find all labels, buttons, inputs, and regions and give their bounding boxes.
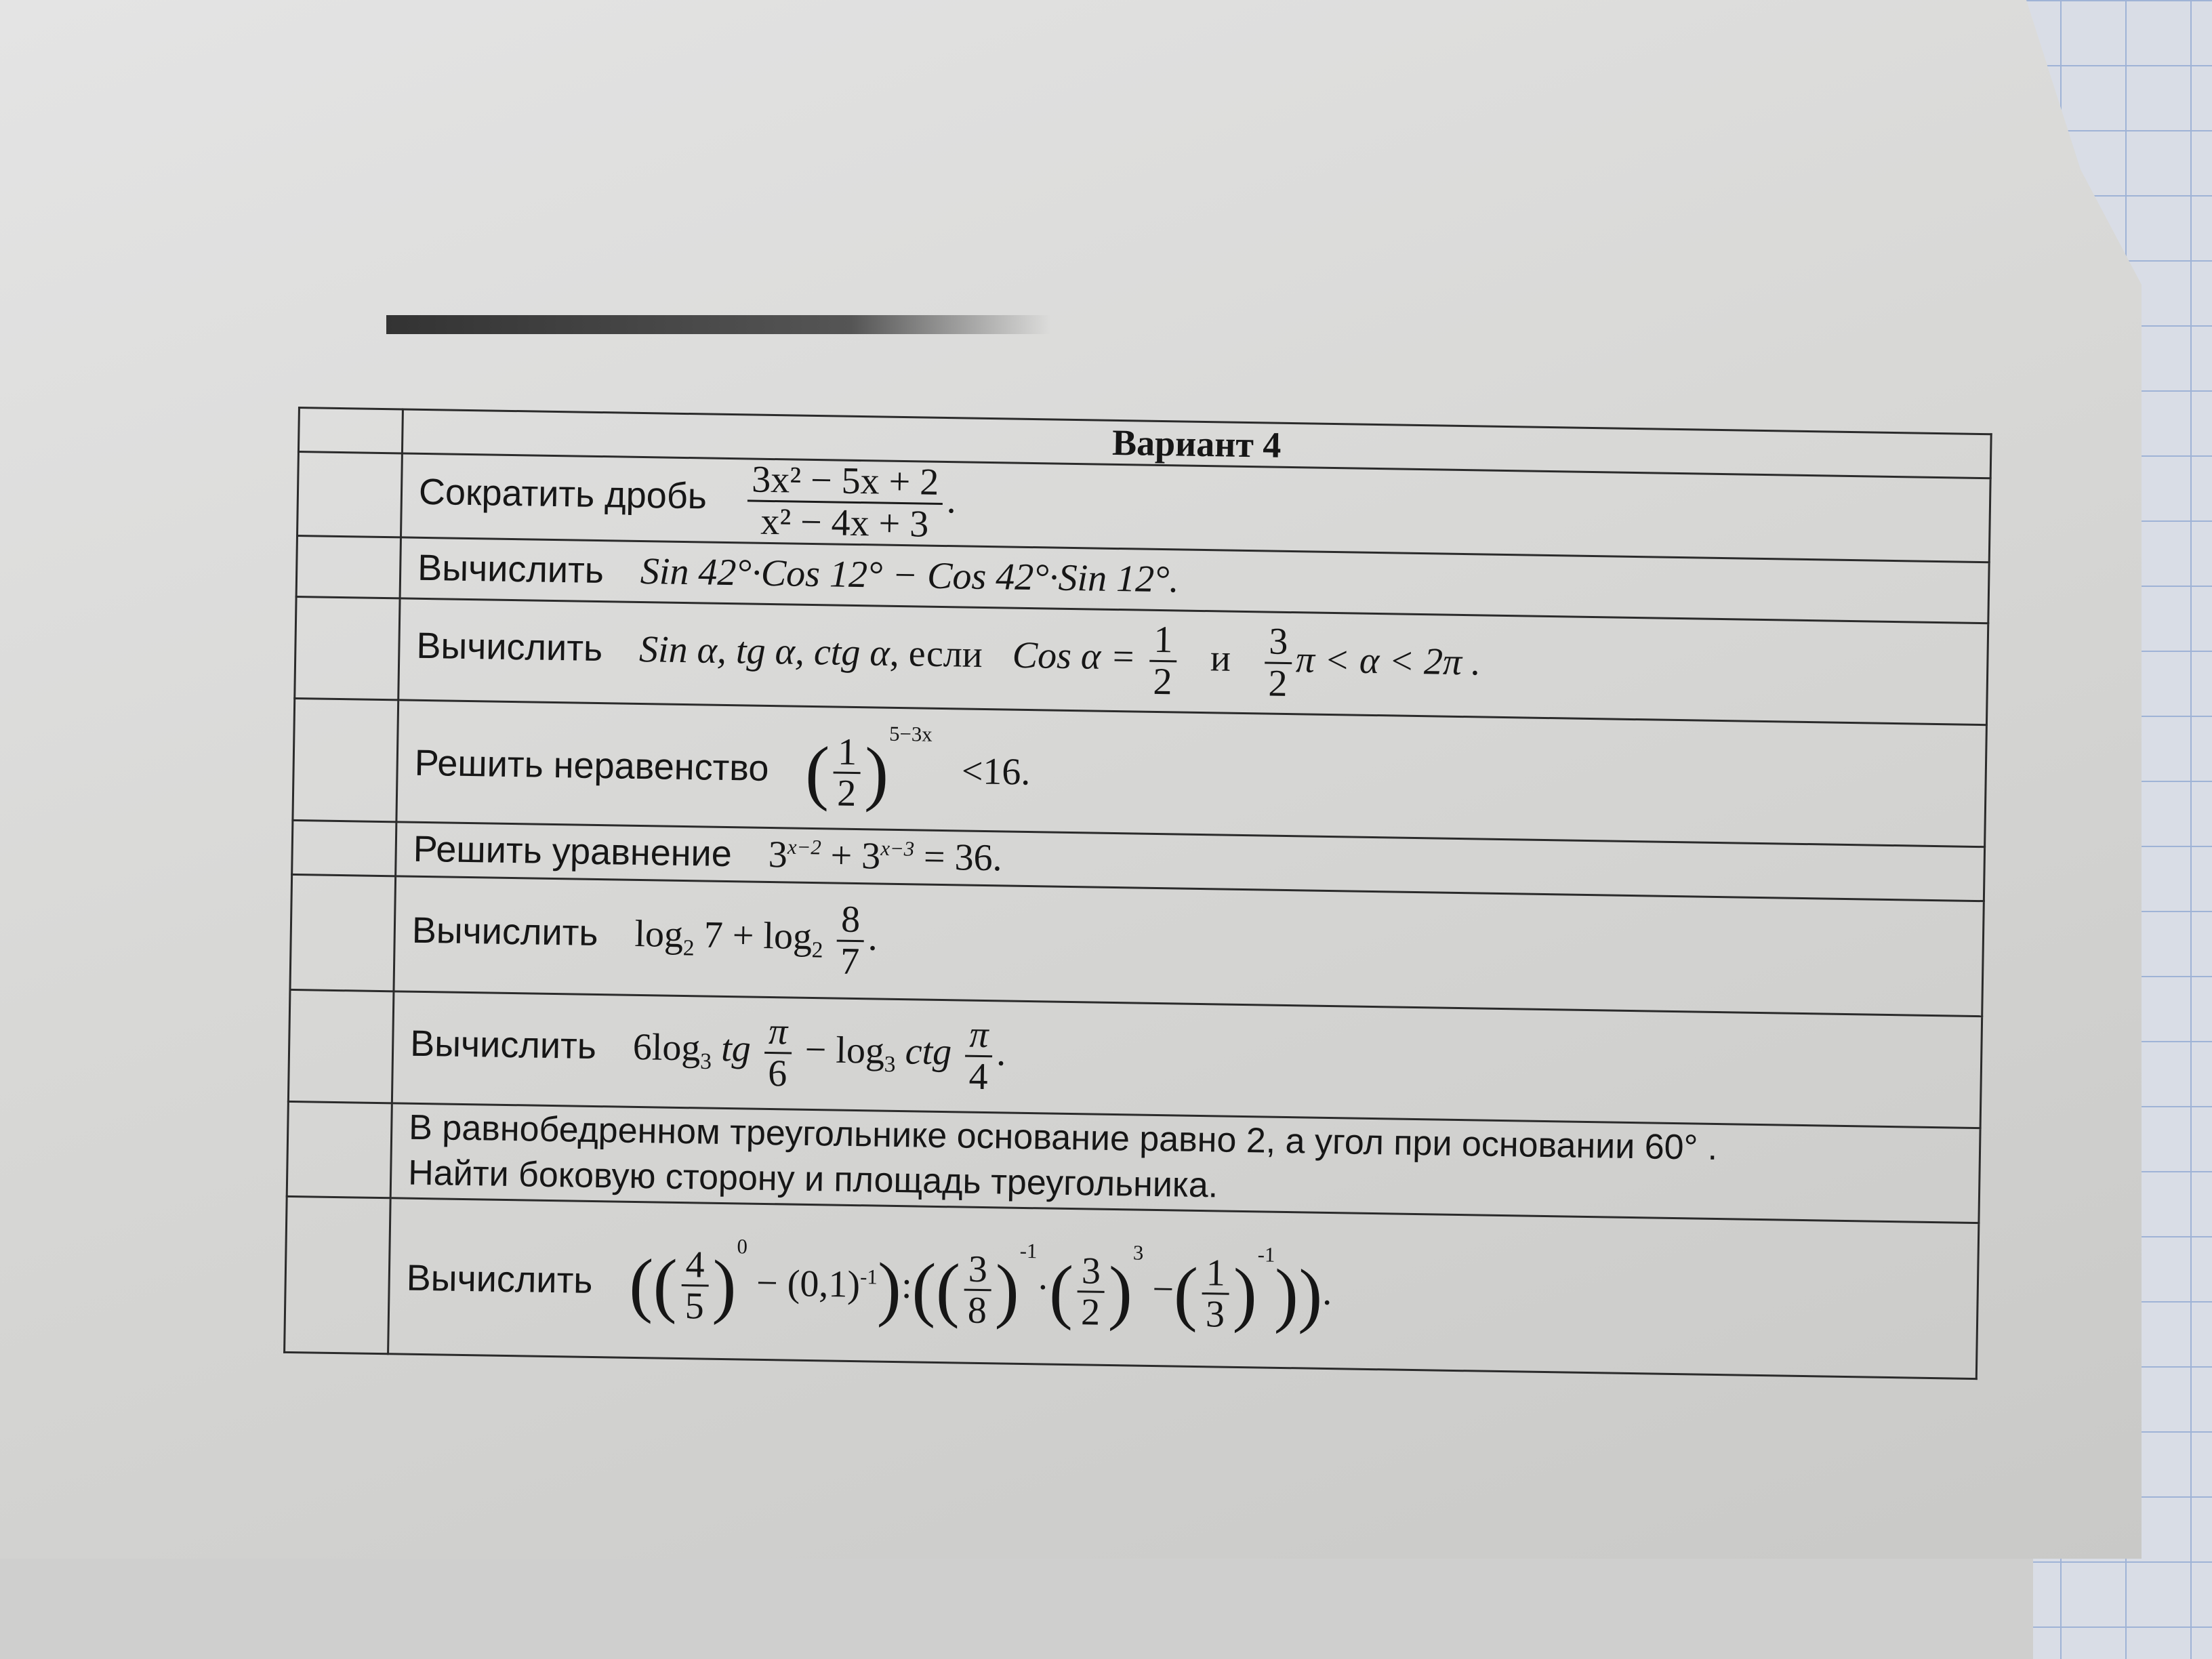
task-label: Сократить дробь <box>418 471 708 517</box>
variant-title: Вариант 4 <box>402 409 1991 478</box>
task-6: Вычислить $\log_2 7 + \log_2$ $\frac{8}{7}$ . <box>394 876 1984 1016</box>
task-7: Вычислить $6\log_3$ tg $\frac{\pi}{6}$ − $\log_3$ ctg $\frac{\pi}{4}$ . <box>392 991 1982 1128</box>
task-9: Вычислить (( $\frac{4}{5}$ )$^0 - (0,1)^{-1}$):(( $\frac{3}{8}$ )$^{-1}$·( $\frac{3}{2}$ )$^3$ −( $\frac{1}{3}$ )$^{-1}$)). <box>388 1197 1979 1378</box>
task-8: В равнобедренном треугольнике основание равно 2, а угол при основании 60° . Найти боковую сторону и площадь треугольника. <box>390 1103 1980 1223</box>
task-5: Решить уравнение $3^{x-2} + 3^{x-3} = 36$. <box>396 821 1985 901</box>
task-2: Вычислить Sin 42°·Cos 12° − Cos 42°·Sin 12°. <box>400 537 1989 623</box>
fraction: $\frac{\text{3x² − 5x + 2}}{\text{x² − 4x + 3}}$ <box>747 459 943 544</box>
task-4: Решить неравенство ( $\frac{1}{2}$ )$^{5-3x}$ <16. <box>396 699 1987 846</box>
task-row-9 <box>285 1196 1979 1378</box>
toner-smear <box>386 315 1050 334</box>
task-1: Сократить дробь $\frac{\text{3x² − 5x + 2}}{\text{x² − 4x + 3}}$ . <box>401 453 1990 562</box>
num-cell <box>298 408 403 453</box>
task-3: Вычислить Sin α, tg α, ctg α, если Cos α = $\frac{1}{2}$ и $\frac{3}{2}$ π < α < 2π . <box>398 598 1988 724</box>
lower-sheet <box>0 1545 2033 1659</box>
variant-table <box>283 407 1992 1380</box>
